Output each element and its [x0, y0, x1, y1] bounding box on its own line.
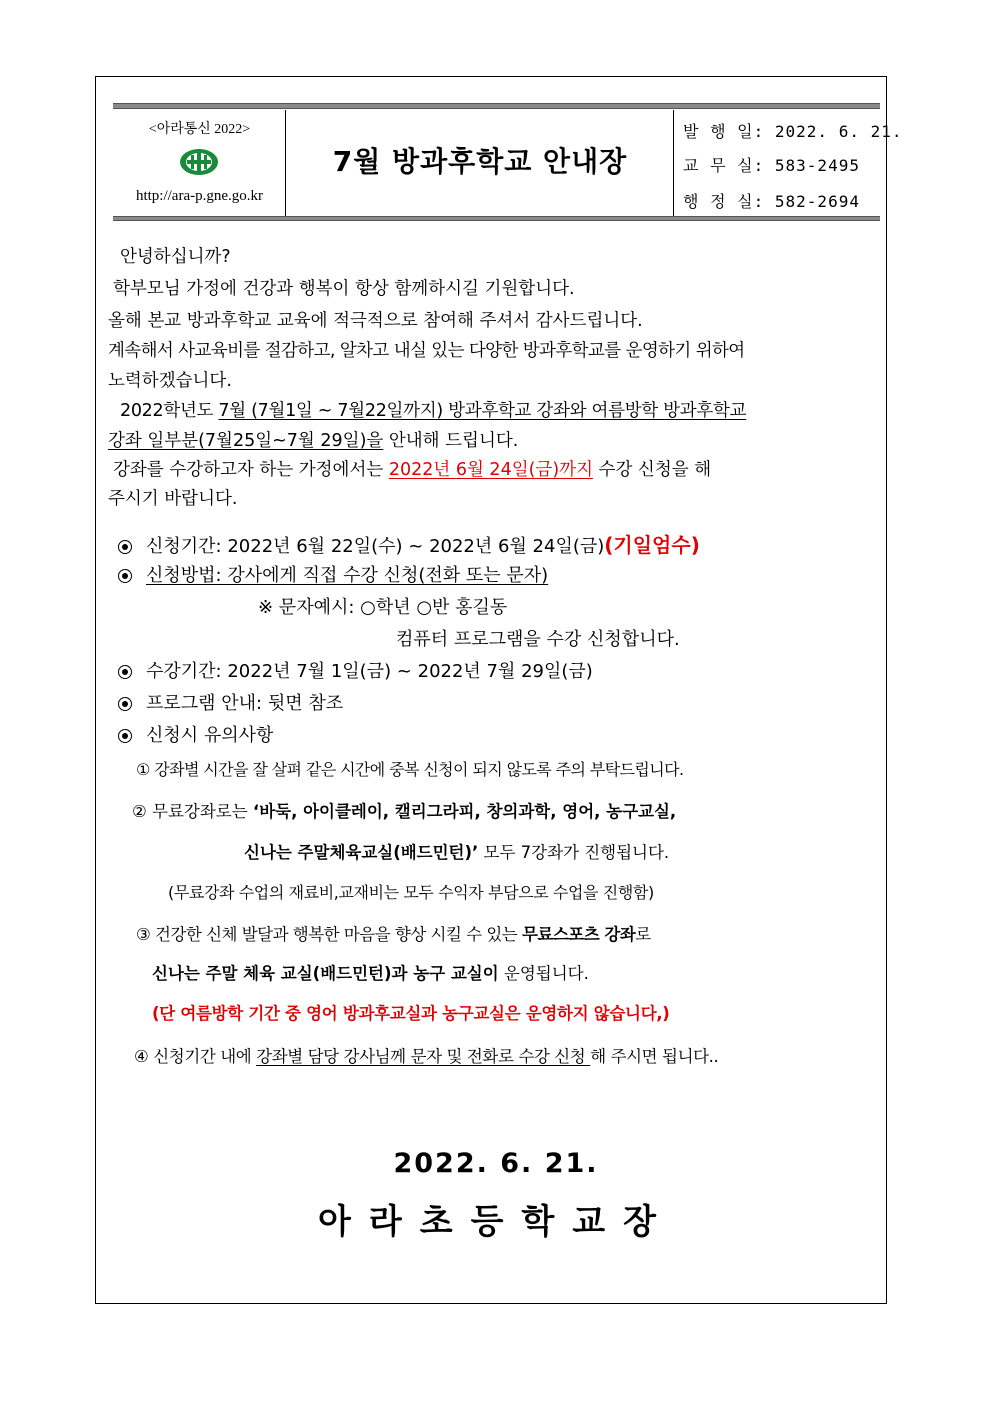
note-2c: (무료강좌 수업의 재료비,교재비는 모두 수익자 부담으로 수업을 진행함) [168, 883, 654, 902]
sms-example-2: 컴퓨터 프로그램을 수강 신청합니다. [396, 629, 680, 650]
bullet-icon [118, 569, 132, 583]
letterhead-info-cell [674, 110, 903, 216]
school-url[interactable]: http://ara-p.gne.go.kr [135, 188, 264, 204]
bullet-icon [118, 729, 132, 743]
list-item-course-period: 수강기간: 2022년 7월 1일(금) ~ 2022년 7월 29일(금) [118, 657, 593, 683]
paragraph-4b: 강좌 일부분(7월25일~7월 29일)을 안내해 드립니다. [108, 431, 519, 451]
paragraph-2: 올해 본교 방과후학교 교육에 적극적으로 참여해 주셔서 감사드립니다. [108, 311, 643, 331]
bullet-icon [118, 540, 132, 554]
admin-phone: 행 정 실: 582-2694 [683, 192, 860, 211]
paragraph-3a: 계속해서 사교육비를 절감하고, 알차고 내실 있는 다양한 방과후학교를 운영하기 위하여 [108, 341, 745, 361]
newsletter-name: <아라통신 2022> [148, 122, 251, 137]
paragraph-4a: 2022학년도 7월 (7월1일 ~ 7월22일까지) 방과후학교 강좌와 여름방학 방과후학교 [120, 401, 747, 421]
note-3b: 신나는 주말 체육 교실(배드민턴)과 농구 교실이 운영됩니다. [152, 964, 589, 983]
issue-date-footer: 2022. 6. 21. [393, 1148, 599, 1179]
list-item-method: 신청방법: 강사에게 직접 수강 신청(전화 또는 문자) [118, 561, 548, 587]
note-1: ① 강좌별 시간을 잘 살펴 같은 시간에 중복 신청이 되지 않도록 주의 부탁드립니다. [136, 760, 684, 779]
note-3c: (단 여름방학 기간 중 영어 방과후교실과 농구교실은 운영하지 않습니다,) [152, 1004, 670, 1023]
bullet-icon [118, 697, 132, 711]
bullet-icon [118, 665, 132, 679]
issue-date: 발 행 일: 2022. 6. 21. [683, 122, 903, 141]
paragraph-1: 학부모님 가정에 건강과 행복이 항상 함께하시길 기원합니다. [113, 279, 575, 299]
note-3: ③ 건강한 신체 발달과 행복한 마음을 향상 시킬 수 있는 무료스포츠 강좌로 [136, 925, 651, 944]
paragraph-3b: 노력하겠습니다. [108, 371, 232, 391]
list-item-period: 신청기간: 2022년 6월 22일(수) ~ 2022년 6월 24일(금)(기일엄수) [118, 529, 700, 558]
letterhead [113, 110, 903, 216]
paragraph-5b: 주시기 바랍니다. [108, 489, 238, 509]
sms-example-1: ※ 문자예시: ○학년 ○반 홍길동 [258, 597, 508, 618]
page-title: 7월 방과후학교 안내장 [332, 145, 628, 178]
list-item-program: 프로그램 안내: 뒷면 참조 [118, 689, 343, 715]
note-4: ④ 신청기간 내에 강좌별 담당 강사님께 문자 및 전화로 수강 신청 해 주시면 됩니다.. [134, 1047, 719, 1066]
letterhead-title-cell [286, 110, 674, 216]
list-item-notes: 신청시 유의사항 [118, 721, 273, 747]
header-rule-top [113, 103, 880, 109]
note-2: ② 무료강좌로는 ‘바둑, 아이클레이, 캘리그라피, 창의과학, 영어, 농구교실, [132, 802, 677, 821]
paragraph-5a: 강좌를 수강하고자 하는 가정에서는 2022년 6월 24일(금)까지 수강 신청을 해 [113, 460, 712, 480]
greeting: 안녕하십니까? [120, 247, 231, 267]
header-rule-bottom [113, 216, 880, 221]
school-emblem-icon [179, 148, 219, 176]
principal-signature: 아라초등학교장 [318, 1202, 674, 1242]
note-2b: 신나는 주말체육교실(배드민턴)’ 모두 7강좌가 진행됩니다. [244, 843, 670, 862]
letterhead-logo-cell [113, 110, 286, 216]
office-phone: 교 무 실: 583-2495 [683, 156, 860, 175]
